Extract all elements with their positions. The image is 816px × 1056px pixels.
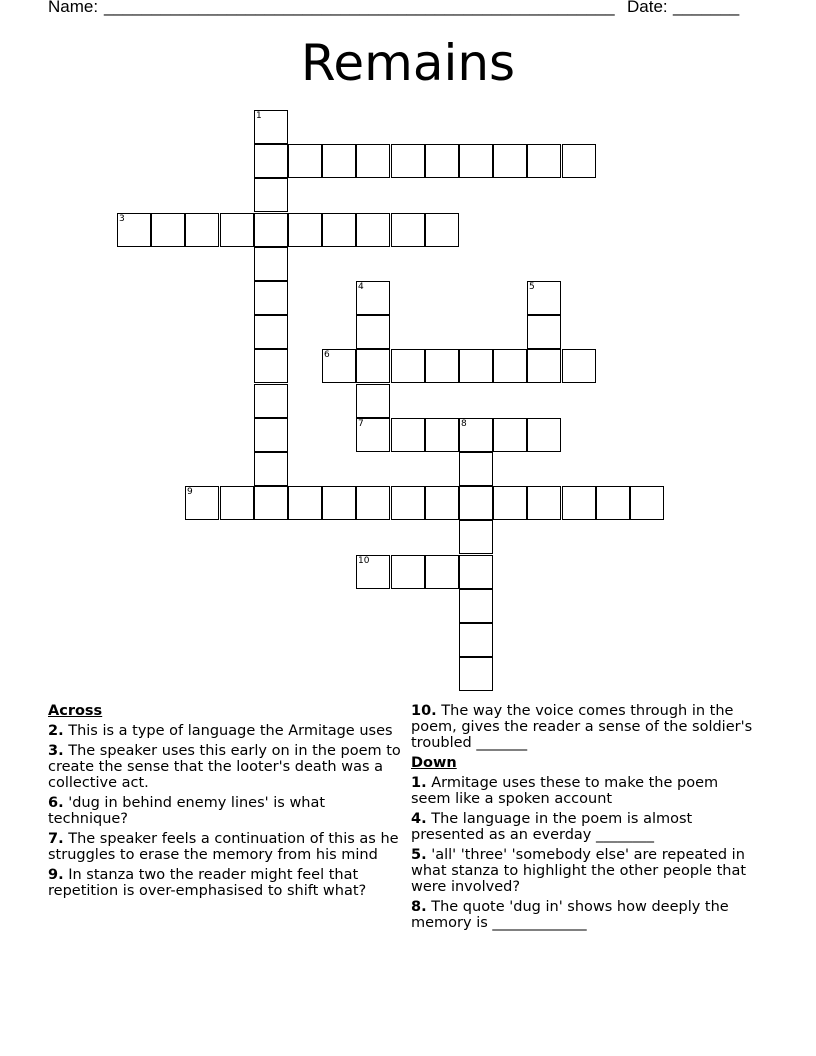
date-line: _______	[673, 0, 740, 16]
clue-down-1	[411, 775, 761, 807]
clue-number: 4.	[411, 811, 427, 827]
grid-cell[interactable]	[459, 349, 493, 383]
grid-cell[interactable]	[391, 144, 425, 178]
grid-cell[interactable]	[527, 349, 561, 383]
grid-cell[interactable]	[391, 555, 425, 589]
grid-cell[interactable]	[356, 144, 390, 178]
clue-number: 3.	[48, 743, 64, 759]
grid-cell[interactable]	[493, 418, 527, 452]
clue-text: In stanza two the reader might feel that repetition is over-emphasised to shift what?	[48, 867, 367, 899]
grid-cell[interactable]	[356, 315, 390, 349]
clue-number-label: 5	[529, 282, 535, 292]
clue-text: The speaker feels a continuation of this as he struggles to erase the memory from his mind	[48, 831, 399, 863]
grid-cell[interactable]	[254, 213, 288, 247]
grid-cell[interactable]	[493, 486, 527, 520]
clue-text: The way the voice comes through in the poem, gives the reader a sense of the soldier's troubled _______	[411, 703, 753, 751]
clue-number: 7.	[48, 831, 64, 847]
grid-cell[interactable]	[596, 486, 630, 520]
clue-number: 5.	[411, 847, 427, 863]
grid-cell[interactable]	[322, 144, 356, 178]
grid-cell[interactable]	[356, 555, 390, 589]
clues-left-column	[48, 703, 408, 903]
grid-cell[interactable]	[185, 486, 219, 520]
grid-cell[interactable]	[459, 657, 493, 691]
clue-text: Armitage uses these to make the poem seem like a spoken account	[411, 775, 719, 807]
grid-cell[interactable]	[254, 349, 288, 383]
grid-cell[interactable]	[254, 315, 288, 349]
grid-cell[interactable]	[425, 349, 459, 383]
grid-cell[interactable]	[425, 486, 459, 520]
clue-across-3	[48, 743, 408, 791]
grid-cell[interactable]	[459, 144, 493, 178]
grid-cell[interactable]	[322, 486, 356, 520]
clue-text: The language in the poem is almost presented as an everday ________	[411, 811, 693, 843]
grid-cell[interactable]	[425, 213, 459, 247]
clue-across-2	[48, 723, 408, 739]
grid-cell[interactable]	[254, 281, 288, 315]
clue-number: 10.	[411, 703, 437, 719]
grid-cell[interactable]	[391, 418, 425, 452]
grid-cell[interactable]	[288, 486, 322, 520]
clue-down-8	[411, 899, 761, 931]
grid-cell[interactable]	[425, 418, 459, 452]
grid-cell[interactable]	[459, 520, 493, 554]
clue-text: The speaker uses this early on in the poem to create the sense that the looter's death was a collective act.	[48, 743, 401, 791]
grid-cell[interactable]	[630, 486, 664, 520]
grid-cell[interactable]	[459, 623, 493, 657]
grid-cell[interactable]	[527, 486, 561, 520]
clue-across-9	[48, 867, 408, 899]
grid-cell[interactable]	[527, 315, 561, 349]
clue-number-label: 10	[358, 556, 370, 566]
clue-number-label: 9	[187, 487, 193, 497]
grid-cell[interactable]	[356, 281, 390, 315]
grid-cell[interactable]	[220, 213, 254, 247]
grid-cell[interactable]	[391, 349, 425, 383]
grid-cell[interactable]	[254, 452, 288, 486]
grid-cell[interactable]	[527, 281, 561, 315]
clue-number-label: 1	[256, 111, 262, 121]
grid-cell[interactable]	[493, 349, 527, 383]
grid-cell[interactable]	[459, 418, 493, 452]
grid-cell[interactable]	[220, 486, 254, 520]
clue-across-10	[411, 703, 761, 751]
grid-cell[interactable]	[254, 418, 288, 452]
clue-number: 1.	[411, 775, 427, 791]
clues-right-column	[411, 703, 761, 935]
grid-cell[interactable]	[254, 247, 288, 281]
page-title: Remains	[300, 34, 516, 92]
across-heading: Across	[48, 703, 103, 719]
date-label: Date:	[627, 0, 668, 16]
grid-cell[interactable]	[562, 486, 596, 520]
clue-number-label: 3	[119, 214, 125, 224]
clue-text: 'all' 'three' 'somebody else' are repeated in what stanza to highlight the other people that were involved?	[411, 847, 747, 895]
grid-cell[interactable]	[459, 589, 493, 623]
grid-cell[interactable]	[391, 213, 425, 247]
clue-down-4	[411, 811, 761, 843]
grid-cell[interactable]	[391, 486, 425, 520]
grid-cell[interactable]	[459, 452, 493, 486]
grid-cell[interactable]	[288, 144, 322, 178]
grid-cell[interactable]	[356, 418, 390, 452]
grid-cell[interactable]	[425, 144, 459, 178]
grid-cell[interactable]	[425, 555, 459, 589]
grid-cell[interactable]	[459, 555, 493, 589]
clue-down-5	[411, 847, 761, 895]
name-line: ______________________________________________________	[104, 0, 615, 16]
grid-cell[interactable]	[322, 349, 356, 383]
grid-cell[interactable]	[356, 486, 390, 520]
grid-cell[interactable]	[356, 213, 390, 247]
down-heading: Down	[411, 755, 457, 771]
grid-cell[interactable]	[527, 418, 561, 452]
grid-cell[interactable]	[356, 384, 390, 418]
grid-cell[interactable]	[185, 213, 219, 247]
grid-cell[interactable]	[254, 178, 288, 212]
grid-cell[interactable]	[288, 213, 322, 247]
grid-cell[interactable]	[527, 144, 561, 178]
grid-cell[interactable]	[562, 144, 596, 178]
clue-number: 2.	[48, 723, 64, 739]
clue-text: This is a type of language the Armitage uses	[68, 723, 393, 739]
grid-cell[interactable]	[459, 486, 493, 520]
clue-number-label: 6	[324, 350, 330, 360]
clue-number-label: 7	[358, 419, 364, 429]
clue-across-7	[48, 831, 408, 863]
clue-number: 8.	[411, 899, 427, 915]
clue-number-label: 8	[461, 419, 467, 429]
grid-cell[interactable]	[493, 144, 527, 178]
grid-cell[interactable]	[254, 110, 288, 144]
grid-cell[interactable]	[322, 213, 356, 247]
grid-cell[interactable]	[562, 349, 596, 383]
grid-cell[interactable]	[254, 144, 288, 178]
clue-number: 9.	[48, 867, 64, 883]
clue-across-6	[48, 795, 408, 827]
clue-text: 'dug in behind enemy lines' is what technique?	[48, 795, 326, 827]
grid-cell[interactable]	[151, 213, 185, 247]
grid-cell[interactable]	[254, 384, 288, 418]
name-label: Name:	[48, 0, 99, 16]
grid-cell[interactable]	[254, 486, 288, 520]
clue-number: 6.	[48, 795, 64, 811]
clue-number-label: 4	[358, 282, 364, 292]
grid-cell[interactable]	[356, 349, 390, 383]
grid-cell[interactable]	[117, 213, 151, 247]
clue-text: The quote 'dug in' shows how deeply the memory is _____________	[411, 899, 729, 931]
